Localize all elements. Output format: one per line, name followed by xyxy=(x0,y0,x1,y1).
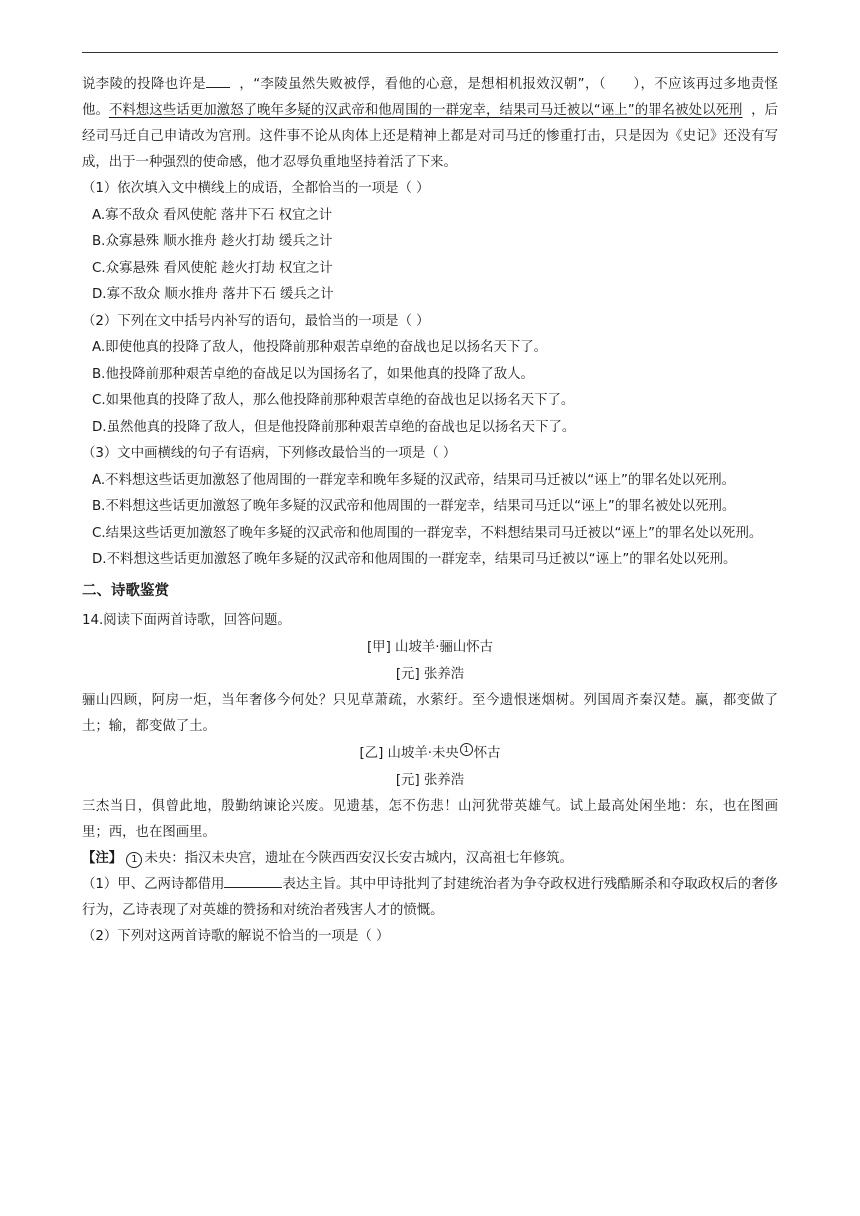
poem-2-author: [元] 张养浩 xyxy=(395,773,465,788)
poem-2-title xyxy=(82,740,778,767)
footnote-number: 1 xyxy=(126,852,142,868)
footnote xyxy=(82,846,778,872)
underlined-sentence: 不料想这些话更加激怒了晚年多疑的汉武帝和他周围的一群宠幸，结果司马迁被以“诬上”的罪名被处以死刑 xyxy=(108,103,743,118)
poem-1-text: 骊山四顾，阿房一炬，当年奢侈今何处？只见草萧疏，水萦纡。至今遗恨迷烟树。列国周齐秦汉楚。赢，都变做了土；输，都变做了土。 xyxy=(82,693,778,734)
footnote-label: 【注】 xyxy=(82,851,123,866)
q2-option-a: A.即使他真的投降了敌人，他投降前那种艰苦卓绝的奋战也足以扬名天下了。 xyxy=(92,340,548,355)
sub-question-1 xyxy=(82,872,778,924)
poem-1-author: [元] 张养浩 xyxy=(395,667,465,682)
q1-option-c: C.众寡悬殊 看风使舵 趁火打劫 权宜之计 xyxy=(92,260,333,276)
question-2-stem: （2）下列在文中括号内补写的语句，最恰当的一项是（ ） xyxy=(82,313,430,329)
q2-option-b: B.他投降前那种艰苦卓绝的奋战足以为国扬名了，如果他真的投降了敌人。 xyxy=(92,366,534,382)
q3-option-b: B.不料想这些话更加激怒了晚年多疑的汉武帝和他周围的一群宠幸，结果司马迁以“诬上”的罪名被处以死刑。 xyxy=(92,499,736,514)
intro-paragraph xyxy=(82,72,778,176)
answer-blank xyxy=(224,873,282,888)
poem-1-title: [甲] 山坡羊·骊山怀古 xyxy=(366,640,494,655)
question-1-stem: （1）依次填入文中横线上的成语，全都恰当的一项是（ ） xyxy=(82,181,430,196)
q3-option-a: A.不料想这些话更加激怒了他周围的一群宠幸和晚年多疑的汉武帝，结果司马迁被以“诬上”的罪名处以死刑。 xyxy=(92,472,736,488)
footnote-text: 未央：指汉未央宫，遗址在今陕西西安汉长安古城内，汉高祖七年修筑。 xyxy=(144,851,573,866)
sub-question-2: （2）下列对这两首诗歌的解说不恰当的一项是（ ） xyxy=(82,929,390,944)
document-body xyxy=(82,72,778,951)
q2-option-c: C.如果他真的投降了敌人，那么他投降前那种艰苦卓绝的奋战也足以扬名天下了。 xyxy=(92,393,575,408)
q2-option-d: D.虽然他真的投降了敌人，但是他投降前那种艰苦卓绝的奋战也足以扬名天下了。 xyxy=(92,419,576,435)
q3-option-d: D.不料想这些话更加激怒了晚年多疑的汉武帝和他周围的一群宠幸，结果司马迁被以“诬上”的罪名处以死刑。 xyxy=(92,552,737,567)
poem-2-title-main: [乙] 山坡羊·未央 xyxy=(359,746,459,761)
question-3-stem: （3）文中画横线的句子有语病，下列修改最恰当的一项是（ ） xyxy=(82,446,457,461)
header-rule xyxy=(82,52,778,53)
question-14-stem: 14.阅读下面两首诗歌，回答问题。 xyxy=(82,612,291,628)
poem-2-text: 三杰当日，俱曾此地，殷勤纳谏论兴废。见遗基，怎不伤悲！山河犹带英雄气。试上最高处闲坐地：东，也在图画里；西，也在图画里。 xyxy=(82,799,778,840)
q1-option-d: D.寡不敌众 顺水推舟 落井下石 缓兵之计 xyxy=(92,287,334,302)
sub-question-1-text-a: （1）甲、乙两诗都借用 xyxy=(82,877,225,892)
idiom-blank xyxy=(206,73,230,88)
footnote-marker: 1 xyxy=(460,743,473,756)
intro-text-1: 说李陵的投降也许是 xyxy=(82,77,207,92)
section-heading: 二、诗歌鉴赏 xyxy=(82,582,169,599)
q3-option-c: C.结果这些话更加激怒了晚年多疑的汉武帝和他周围的一群宠幸，不料想结果司马迁被以“诬上”的罪名处以死刑。 xyxy=(92,525,763,541)
q1-option-b: B.众寡悬殊 顺水推舟 趁火打劫 缓兵之计 xyxy=(92,234,333,249)
sub-question-1-text-b: 表达主旨。其中甲诗批判了封建统治者为争夺政权进行残酷厮杀和夺取政权后的奢侈行为，乙诗表现了对英雄的赞扬和对统治者残害人才的愤慨。 xyxy=(82,877,778,918)
intro-text-2: ，“李陵虽然失败被俘，看他的心意，是想相机报效汉朝”，（ ），不应该再过多地责怪他。 xyxy=(82,77,778,118)
intro-text-3: ，后经司马迁自己申请改为宫刑。这件事不论从肉体上还是精神上都是对司马迁的惨重打击，只是因为《史记》还没有写成，出于一种强烈的使命感，他才忍辱负重地坚持着活了下来。 xyxy=(82,103,779,170)
q1-option-a: A.寡不敌众 看风使舵 落井下石 权宜之计 xyxy=(92,207,333,223)
poem-2-title-end: 怀古 xyxy=(473,746,501,761)
